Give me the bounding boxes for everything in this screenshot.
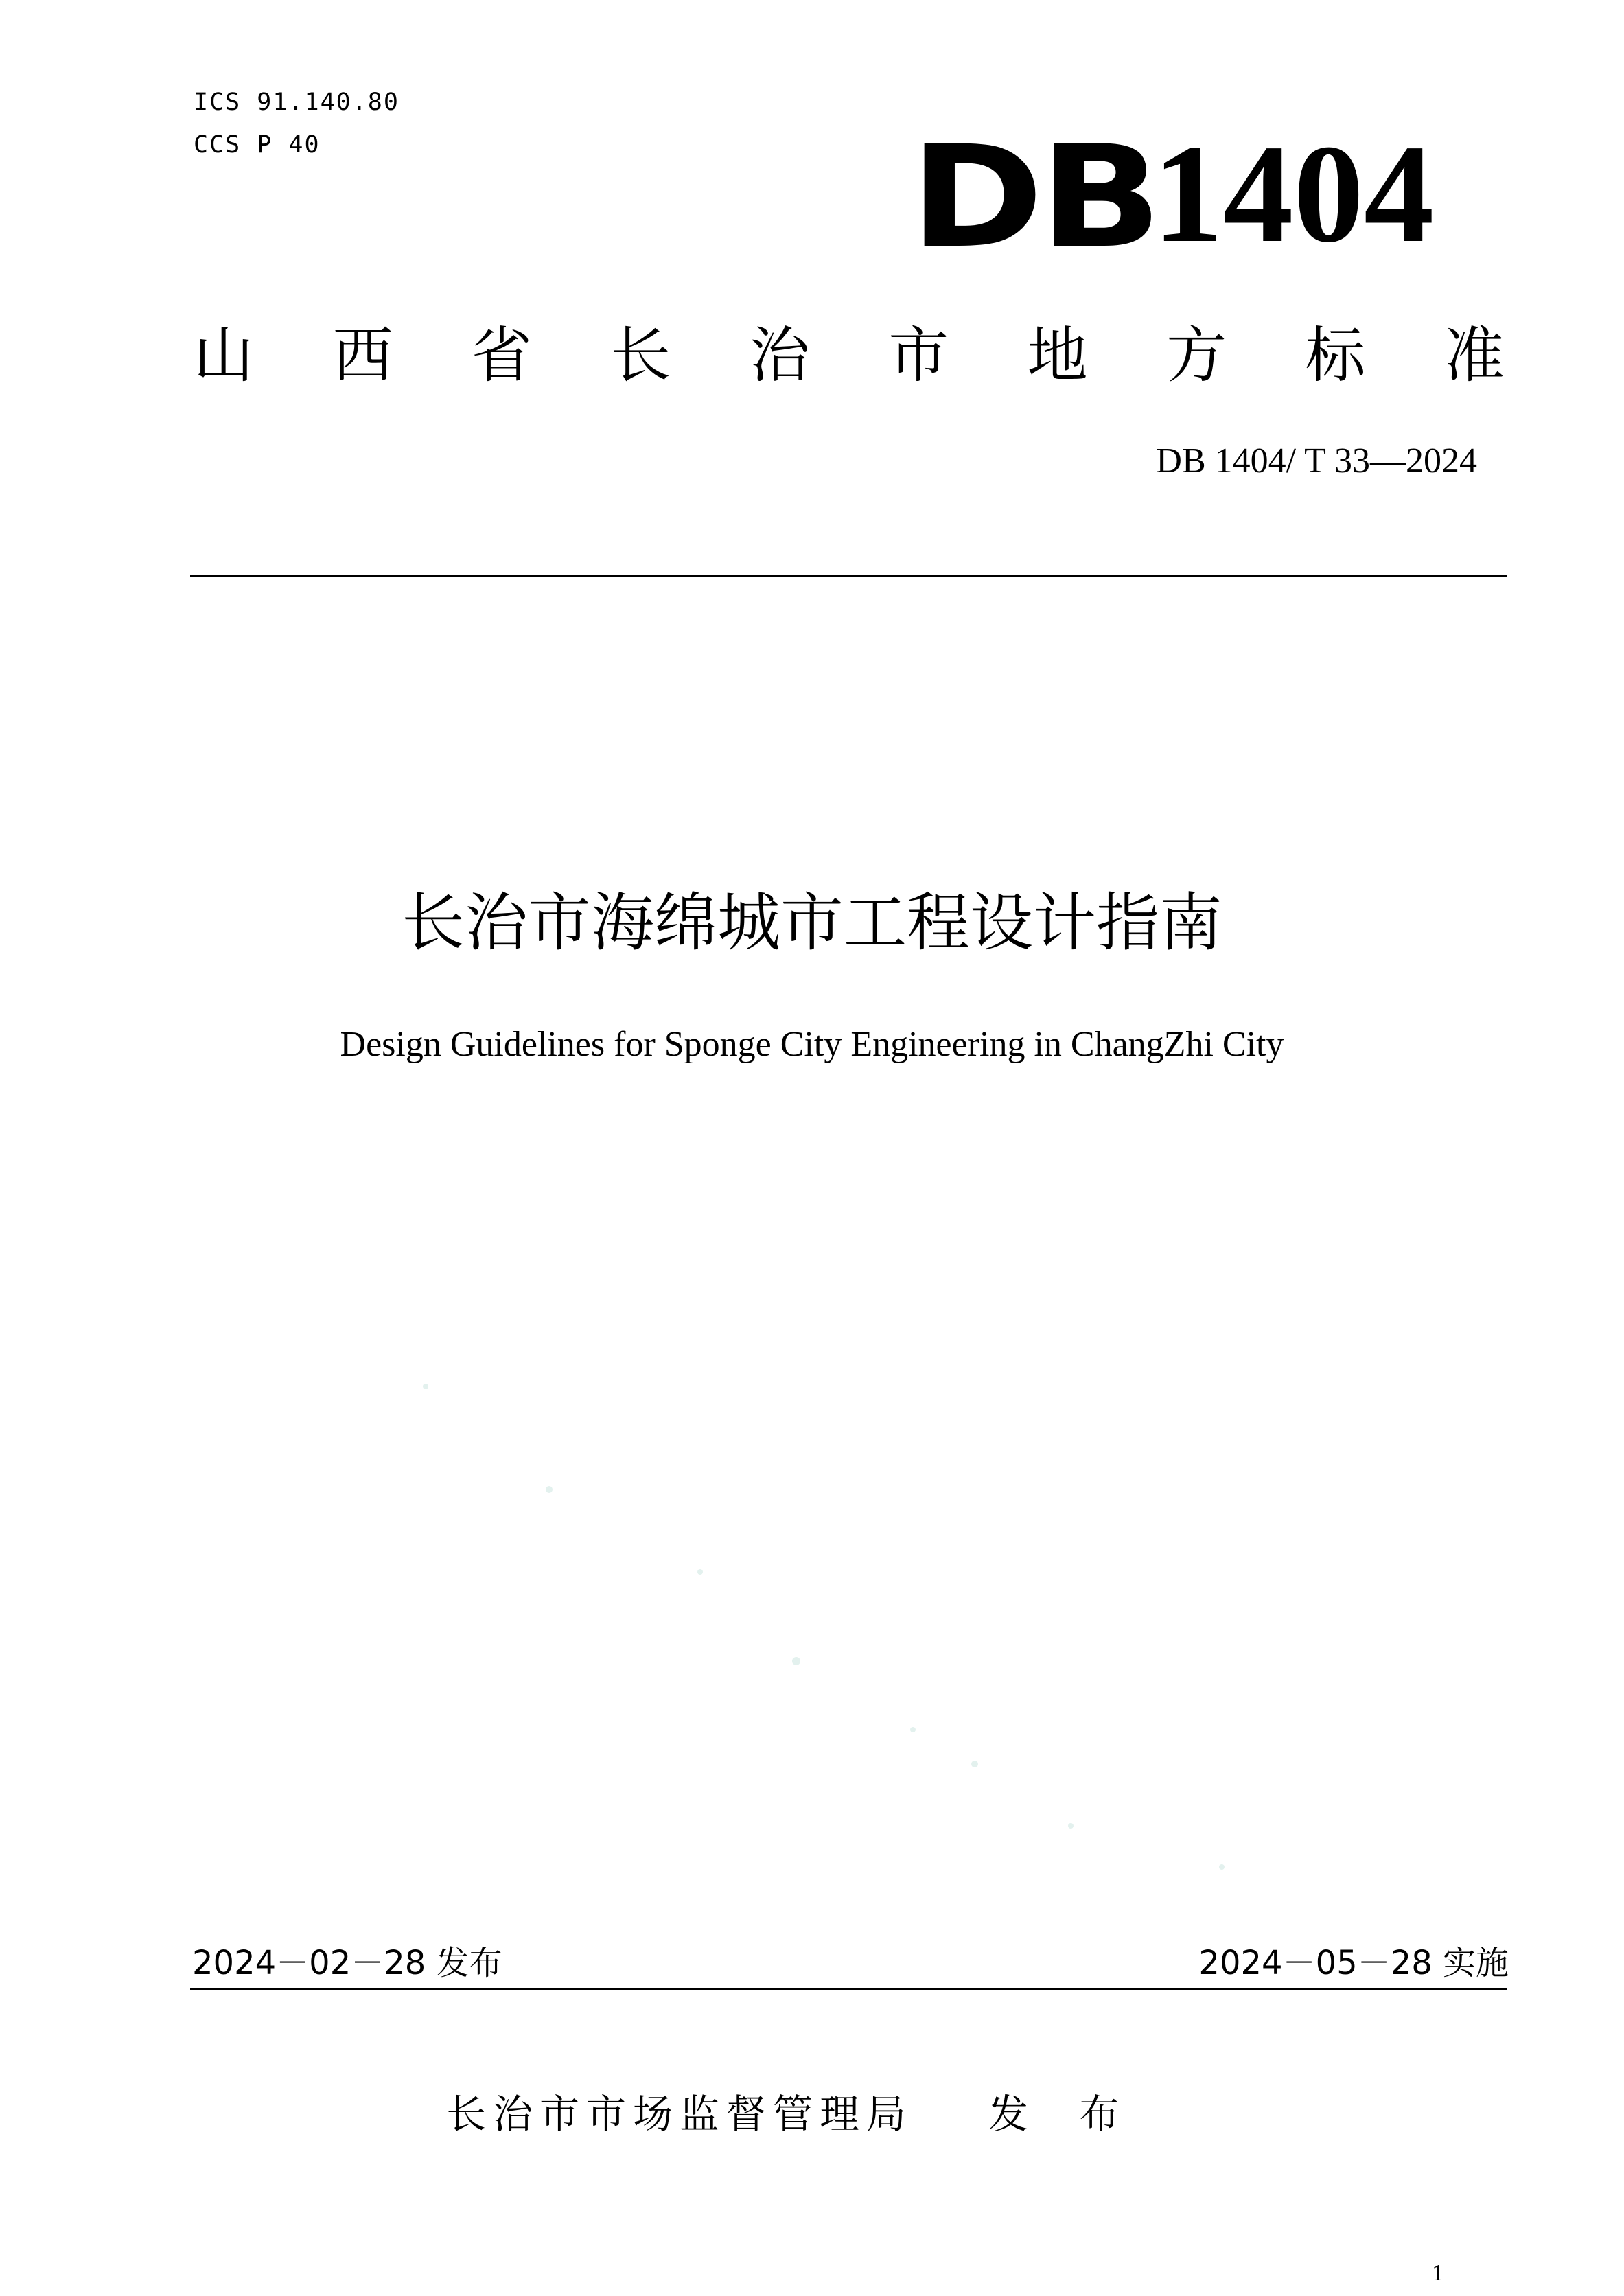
date-divider (190, 1988, 1507, 1990)
standard-type-char: 省 (471, 320, 532, 391)
standard-type-char: 市 (888, 320, 949, 391)
standard-type-heading (194, 321, 1505, 390)
standard-type-char: 西 (332, 320, 393, 391)
issuer-action: 发 布 (988, 2091, 1139, 2137)
ccs-code: CCS P 40 (194, 131, 321, 159)
implement-date: 2024－05－28 实施 (1198, 1944, 1509, 1982)
standard-type-char: 准 (1443, 320, 1505, 391)
db-logo (909, 116, 1435, 279)
issuer-name: 长治市市场监督管理局 (446, 2091, 914, 2137)
publish-date: 2024－02－28 发布 (192, 1944, 502, 1982)
standard-type-char: 治 (749, 320, 810, 391)
page-number: 1 (1432, 2260, 1443, 2286)
db-logo-mark: DB (909, 116, 1158, 279)
issuer-line (446, 2090, 1138, 2138)
document-title-cn: 长治市海绵城市工程设计指南 (401, 886, 1222, 960)
db-logo-code: 1404 (1152, 116, 1435, 272)
standard-type-char: 地 (1027, 320, 1088, 391)
watermark-speckles (412, 1345, 1304, 1894)
document-title-en: Design Guidelines for Sponge City Engineering in ChangZhi City (340, 1025, 1284, 1064)
standard-type-char: 方 (1166, 320, 1227, 391)
header-divider (190, 575, 1507, 577)
standard-number: DB 1404/ T 33—2024 (1156, 441, 1477, 480)
classification-codes (194, 81, 399, 166)
standard-type-char: 山 (194, 320, 255, 391)
standard-type-char: 长 (610, 320, 671, 391)
ics-code: ICS 91.140.80 (194, 89, 399, 116)
standard-type-char: 标 (1305, 320, 1366, 391)
